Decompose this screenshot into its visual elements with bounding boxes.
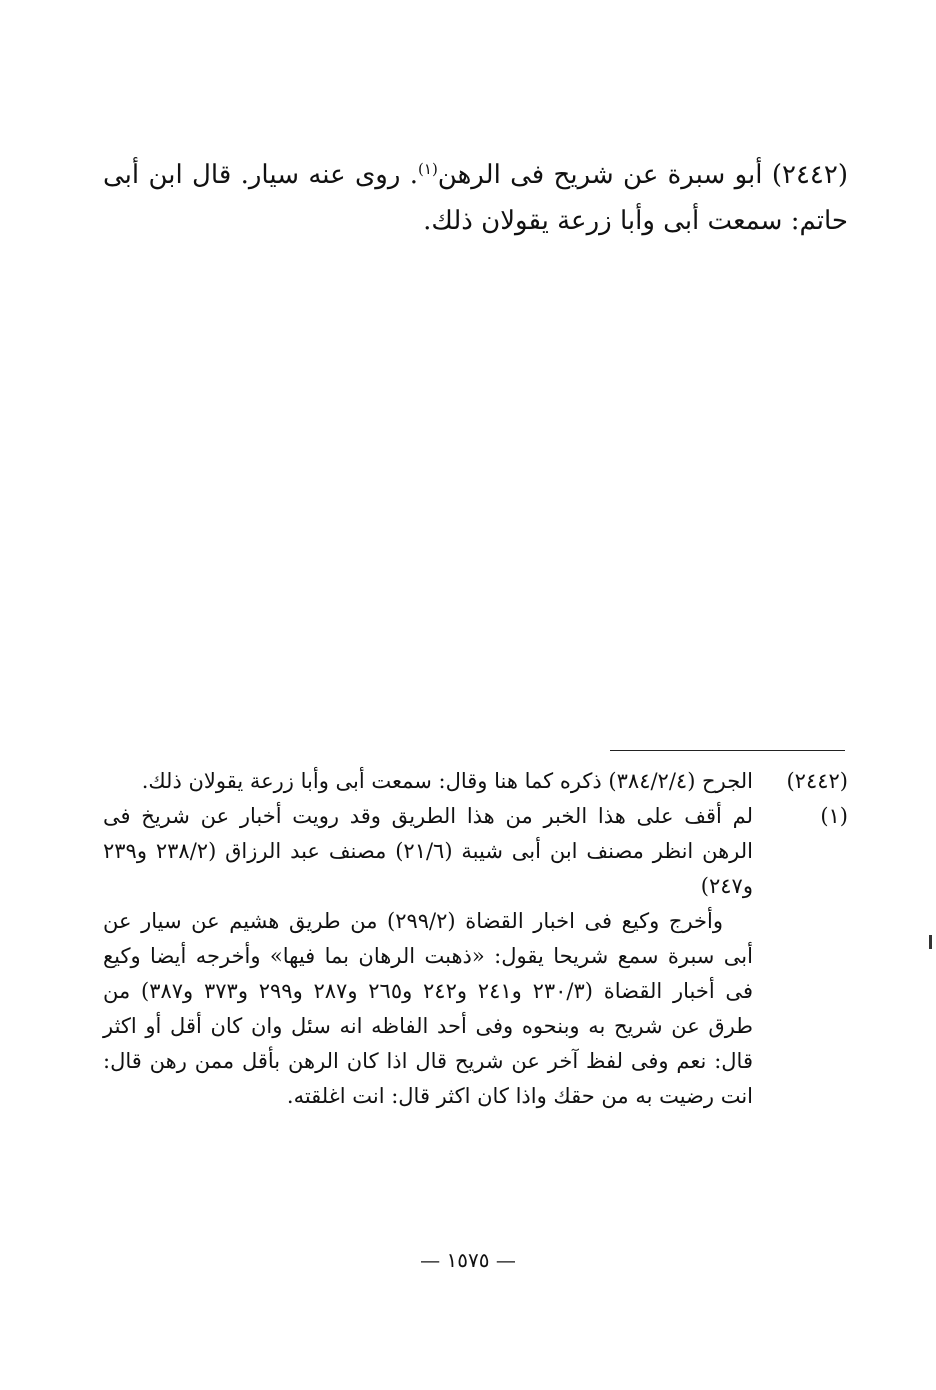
page-number: — ١٥٧٥ —	[420, 1248, 516, 1272]
footnote-marker: (٢٤٤٢)	[786, 769, 848, 793]
footnote-paragraph: لم أقف على هذا الخبر من هذا الطريق وقد رويت أخبار عن شريخ فى الرهن انظر مصنف ابن أبى شيبة (٢١/٦) مصنف عبد الرزاق (٢٣٨/٢ و٢٣٩ و٢٤٧)	[103, 804, 753, 898]
footnotes-section	[103, 764, 848, 1114]
biography-entry	[103, 152, 848, 244]
entry-number: (٢٤٤٢)	[771, 160, 849, 190]
footnote-one	[103, 799, 848, 1114]
footnote-paragraph: وأخرج وكيع فى اخبار القضاة (٢٩٩/٢) من طريق هشيم عن سيار عن أبى سبرة سمع شريحا يقول: «ذهبت الرهان بما فيها» وأخرجه أيضا وكيع فى أخبار القضاة (٢٣٠/٣ و٢٤١ و٢٤٢ و٢٦٥ و٢٨٧ و٢٩٩ و٣٧٣ و٣٨٧) من طرق عن شريح به وبنحوه وفى أحد الفاظه انه سئل وان كان أقل أو اكثر قال: نعم وفى لفظ آخر عن شريح قال اذا كان الرهن بأقل ممن رهن قال: انت رضيت به من حقك واذا كان اكثر قال: انت اغلقته.	[103, 909, 753, 1108]
footnote-body	[103, 799, 753, 1114]
margin-mark	[929, 935, 932, 949]
entry-text-start: أبو سبرة عن شريح فى الرهن	[437, 160, 763, 190]
footnote-entry-source	[103, 764, 848, 799]
footnote-reference: (١)	[418, 160, 438, 178]
footnote-body	[103, 764, 753, 799]
footnote-paragraph: الجرح (٣٨٤/٢/٤) ذكره كما هنا وقال: سمعت أبى وأبا زرعة يقولان ذلك.	[141, 769, 753, 793]
entry-text-end: . روى عنه سيار. قال ابن أبى حاتم: سمعت أبى وأبا زرعة يقولان ذلك.	[103, 160, 848, 236]
footnote-marker: (١)	[820, 804, 848, 828]
footnote-separator	[610, 750, 845, 751]
